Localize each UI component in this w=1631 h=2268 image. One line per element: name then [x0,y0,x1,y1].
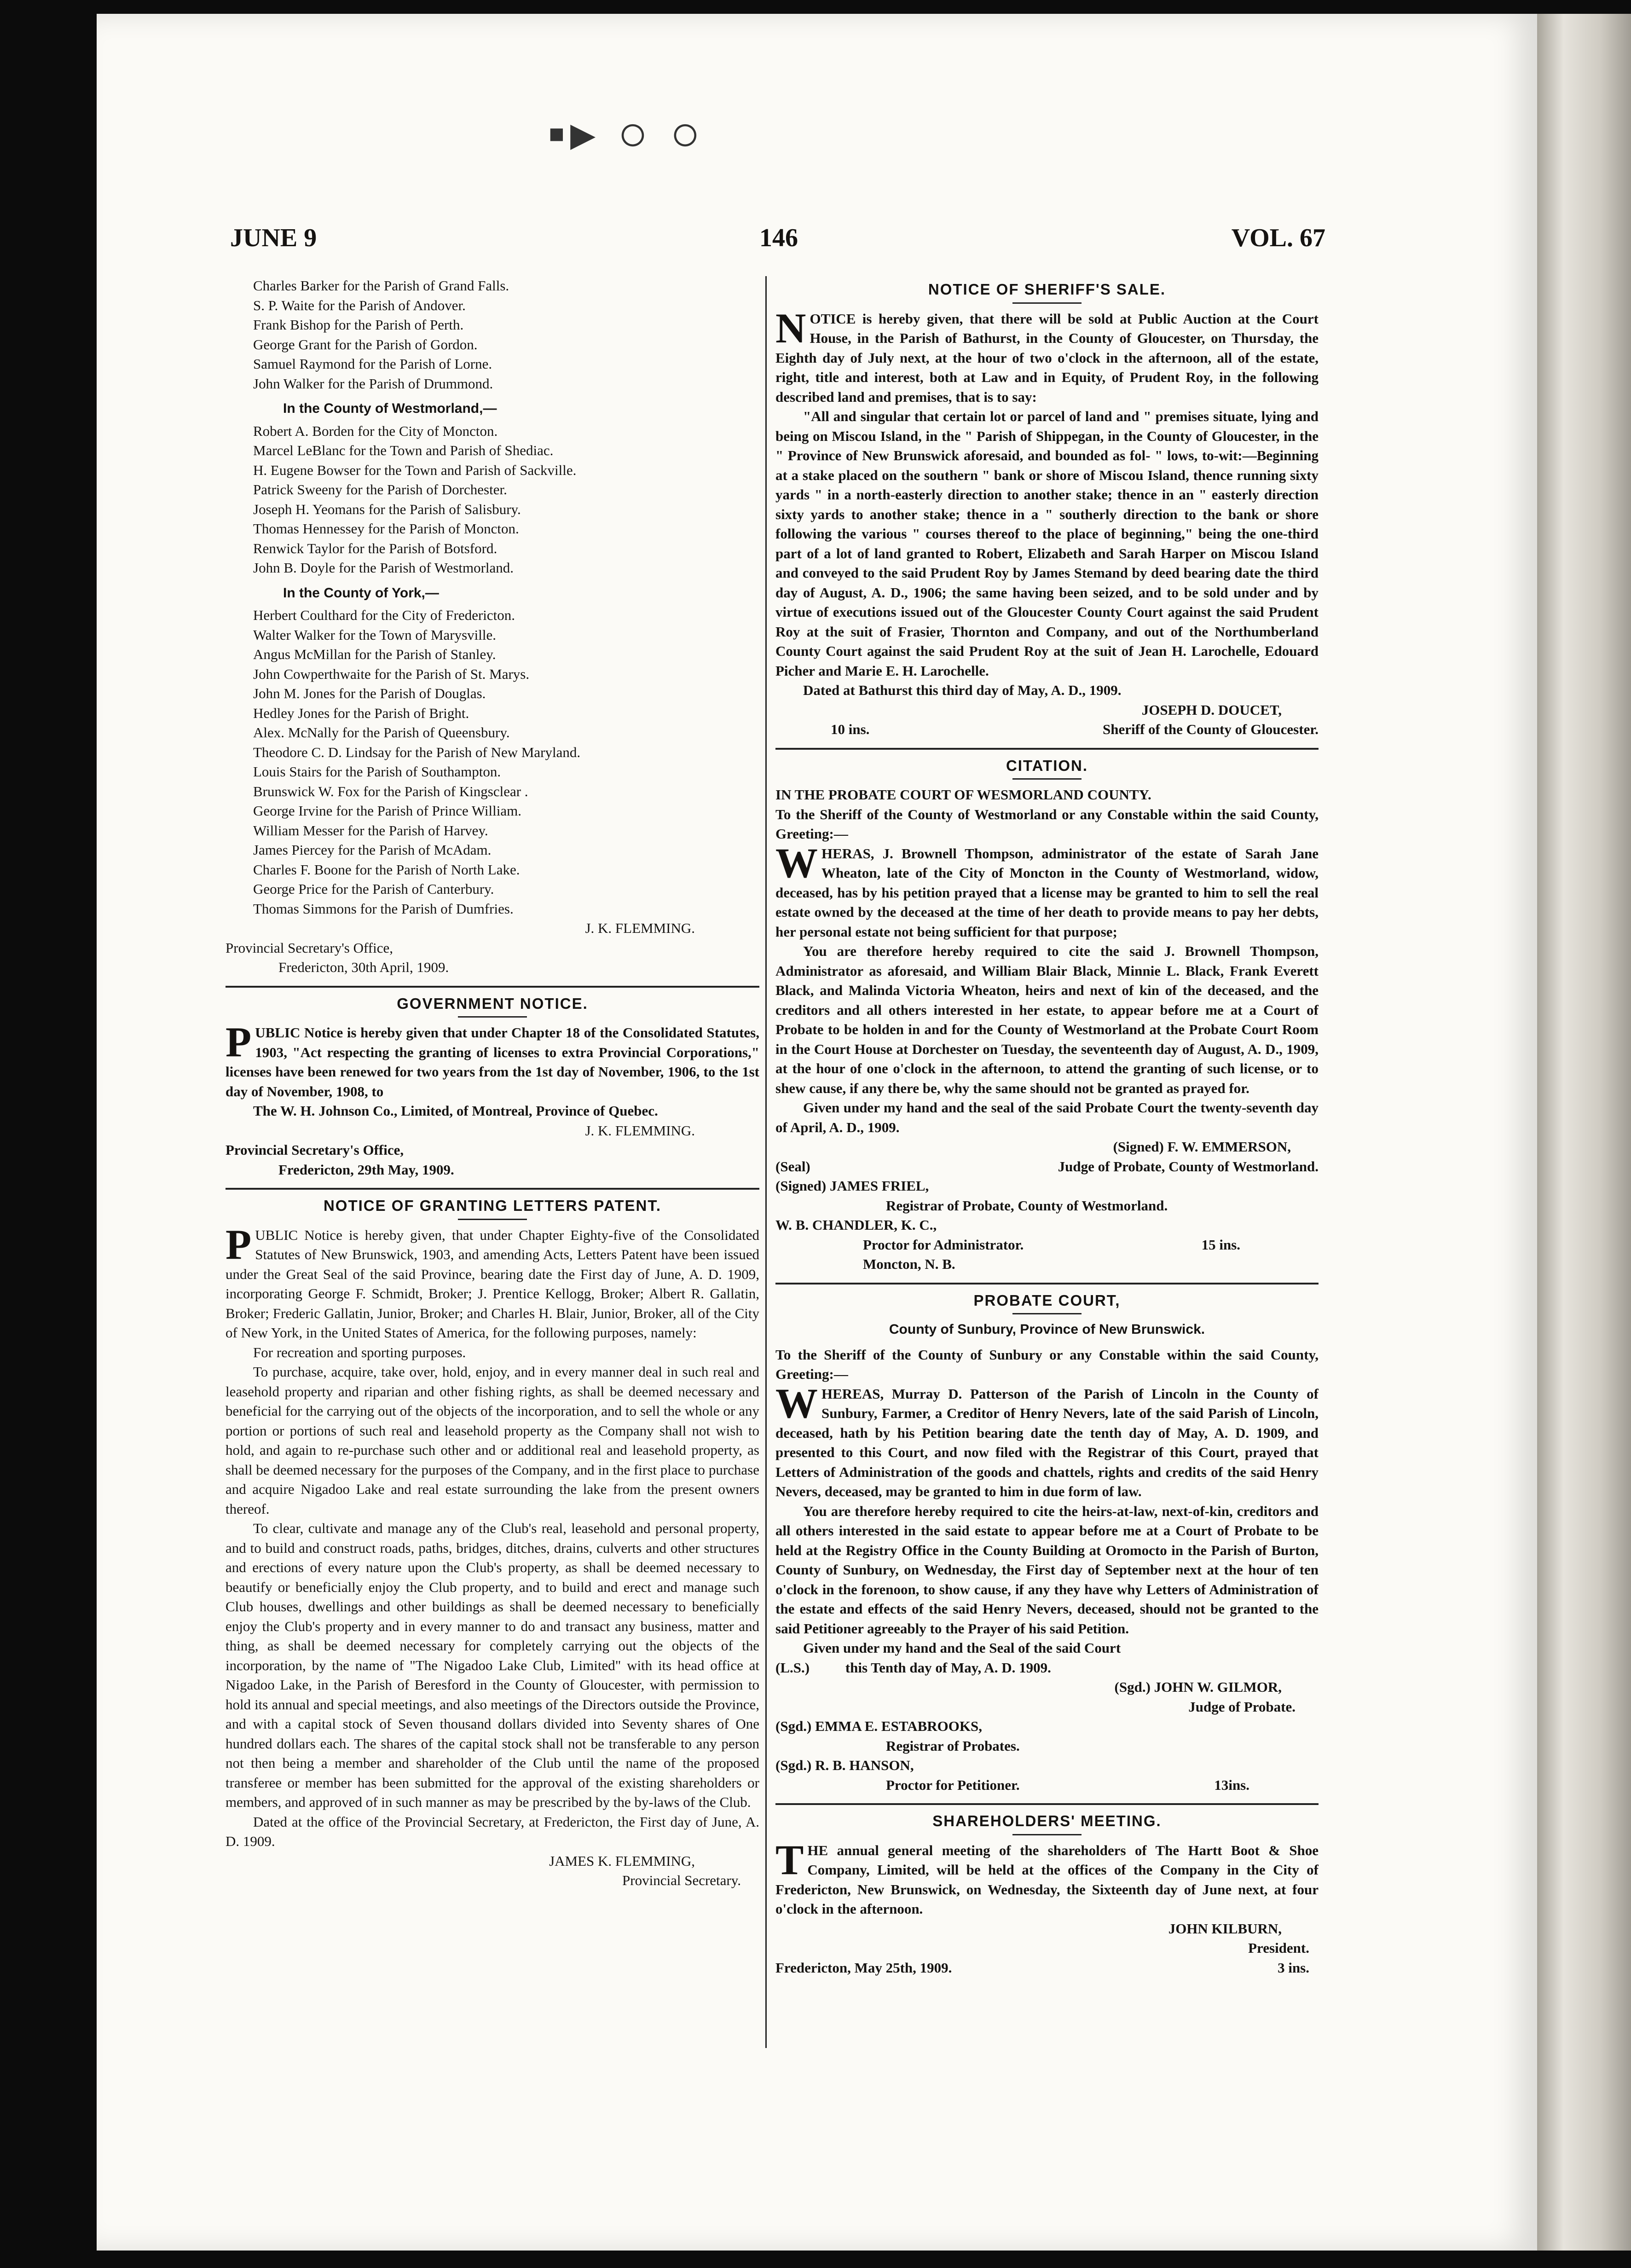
government-notice-body: PUBLIC Notice is hereby given that under Chapter 18 of the Consolidated Statutes, 1903, "Act respecting the granting of licenses to extra Provincial Corporations," licenses have been renewed for two years from the 1st day of November, 1906, to the 1st day of November, 1908, to [226,1018,759,1099]
appointment-item: Renwick Taylor for the Parish of Botsford. [253,540,497,556]
citation-p3: Given under my hand and the seal of the said Probate Court the twenty-seventh day of April, A. D., 1909. [775,1099,1319,1135]
letters-patent-signature: JAMES K. FLEMMING, [549,1852,695,1869]
drop-cap: N [775,304,806,352]
government-notice-office: Provincial Secretary's Office, [226,1142,404,1158]
drop-cap: P [226,1221,252,1268]
header-date: JUNE 9 [230,224,317,252]
letters-patent-role: Provincial Secretary. [622,1872,741,1888]
drop-cap: W [775,839,818,886]
probate-court-judge: Judge of Probate. [1188,1698,1296,1715]
appointment-item: Angus McMillan for the Parish of Stanley. [253,646,496,662]
appointment-item: George Price for the Parish of Canterbury. [253,881,494,897]
right-column [775,276,1319,1978]
letters-patent-p5: Dated at the office of the Provincial Secretary, at Fredericton, the First day of June, A. D. 1909. [226,1813,759,1849]
probate-court-p2: You are therefore hereby required to cite the heirs-at-law, next-of-kin, creditors and all others interested in the said estate to appear before me at a Court of Probate to be held at the Registry Office in the County Building at Oromocto in the Parish of Burton, County of Sunbury, on Wednesday, the First day of September next at the hour of ten o'clock in the forenoon, to show cause, if any they have why Letters of Administration of the estate and effects of the said Henry Nevers, deceased, should not be granted to the said Petitioner agreeably to the Prayer of his said Petition. [775,1503,1319,1637]
citation-title: CITATION. [1006,757,1088,774]
sheriffs-sale-title: NOTICE OF SHERIFF'S SALE. [928,281,1166,298]
appointment-item: Theodore C. D. Lindsay for the Parish of New Maryland. [253,744,581,760]
section-rule [775,748,1319,750]
shareholders-ins: 3 ins. [1278,1959,1309,1976]
government-notice-body2: The W. H. Johnson Co., Limited, of Montreal, Province of Quebec. [253,1103,658,1119]
title-rule [458,1219,527,1220]
probate-court-p3: Given under my hand and the Seal of the said Court [803,1640,1121,1656]
appointment-item: Alex. McNally for the Parish of Queensbury. [253,724,510,741]
citation-registrar: Registrar of Probate, County of Westmorland. [886,1197,1168,1214]
citation-signed1: (Signed) F. W. EMMERSON, [1113,1139,1291,1155]
appointments-list [226,276,759,393]
probate-court-ls: (L.S.) [775,1659,810,1676]
section-rule [775,1803,1319,1805]
citation-chandler: W. B. CHANDLER, K. C., [775,1217,937,1233]
drop-cap: P [226,1018,252,1065]
appointment-item: Thomas Hennessey for the Parish of Moncton. [253,521,519,537]
title-rule [1012,1834,1082,1835]
citation-place: Moncton, N. B. [863,1256,955,1272]
letters-patent-p1: PUBLIC Notice is hereby given, that under Chapter Eighty-five of the Consolidated Statutes of New Brunswick, 1903, and amending Acts, Letters Patent have been issued under the Great Seal of the said Province, bearing date the First day of June, A. D. 1909, incorporating George F. Schmidt, Broker; J. Prentice Kellogg, Broker; Albert R. Gallatin, Broker; Frederic Gallatin, Junior, Broker; and Charles H. Blair, Junior, Broker, all of the City of New York, in the United States of America, for the following purposes, namely: [226,1221,759,1341]
section-rule [775,1283,1319,1284]
citation-proctor-row [775,1235,1319,1255]
probate-court-subtitle: County of Sunbury, Province of New Brunswick. [889,1322,1205,1337]
appointment-item: Marcel LeBlanc for the Town and Parish of Shediac. [253,442,554,458]
page-header [230,223,1325,265]
york-signature: J. K. FLEMMING. [585,920,695,936]
appointment-item: Samuel Raymond for the Parish of Lorne. [253,356,492,372]
york-date: Fredericton, 30th April, 1909. [278,959,449,975]
page-edge [1537,14,1631,2251]
title-rule [1012,302,1082,304]
probate-court-signed2: (Sgd.) EMMA E. ESTABROOKS, [775,1718,983,1734]
appointment-item: Thomas Simmons for the Parish of Dumfries. [253,900,514,917]
appointment-item: John M. Jones for the Parish of Douglas. [253,685,486,701]
probate-court-proctor: Proctor for Petitioner. [886,1776,1020,1793]
probate-court-ins: 13ins. [1214,1776,1249,1793]
appointment-item: John B. Doyle for the Parish of Westmorland. [253,560,514,576]
probate-court-proctor-row [775,1776,1319,1795]
letters-patent-p4: To clear, cultivate and manage any of the Club's real, leasehold and personal property, and to build and construct roads, paths, bridges, ditches, drains, culverts and other structures and erections of every nature upon the Club's property, as shall be deemed necessary to beautify or beneficially enjoy the Club property, and to build and erect and manage such Club houses, dwellings and other buildings as shall be deemed necessary to beneficially enjoy the Club's property and in every manner to do and transact any business, matter and thing, as shall be deemed necessary for completely carrying out the objects of the incorporation, by the name of "The Nigadoo Lake Club, Limited" with its head office at Nigadoo Lake, in the Parish of Beresford in the County of Gloucester, with permission to hold its annual and special meetings, and also meetings of the Directors outside the Province, and with a capital stock of Seven thousand dollars divided into Seventy shares of One hundred dollars each. The shares of the capital stock shall not be transferable to any person not then being a member and shareholder of the Club until the name of the proposed transferee or member has been submitted for the approval of the existing shareholders or members, and approved of in such manner as may be prescribed by the by-laws of the Club. [226,1520,759,1810]
appointment-item: Herbert Coulthard for the City of Fredericton. [253,607,515,623]
citation-to: To the Sheriff of the County of Westmorland or any Constable within the said County, Greeting:— [775,806,1319,842]
title-rule [1012,778,1082,780]
appointment-item: Brunswick W. Fox for the Parish of Kingsclear . [253,783,528,799]
appointment-item: Joseph H. Yeomans for the Parish of Salisbury. [253,501,521,517]
section-rule [226,986,759,988]
title-rule [1012,1313,1082,1314]
sheriffs-sale-p3: Dated at Bathurst this third day of May, A. D., 1909. [803,682,1122,698]
appointment-item: Charles F. Boone for the Parish of North Lake. [253,861,520,878]
citation-ins: 15 ins. [1201,1236,1240,1253]
letters-patent-title: NOTICE OF GRANTING LETTERS PATENT. [323,1197,662,1214]
shareholders-title: SHAREHOLDERS' MEETING. [932,1812,1162,1829]
letters-patent-p3: To purchase, acquire, take over, hold, enjoy, and in every manner deal in such real and leasehold property and riparian and other fishing rights, as shall be deemed necessary and beneficial for the carrying out of the objects of the incorporation, and to sell the whole or any portion or portions of such real and leasehold property as the Company shall not wish to hold, and again to re-purchase such other and or additional real and leasehold property, as shall be deemed necessary for the purposes of the Company, and in the first place to purchase and acquire Nigadoo Lake and real estate surrounding the lake from the present owners thereof. [226,1364,759,1517]
appointment-item: James Piercey for the Parish of McAdam. [253,842,492,858]
sheriffs-sale-p2: "All and singular that certain lot or parcel of land and " premises situate, lying and being on Miscou Island, in the " Parish of Shippegan, in the County of Gloucester, in the " Province of New Brunswick aforesaid, and bounded as fol- " lows, to-wit:—Beginning at a stake placed on the southern " bank or shore of Miscou Island, thence running sixty yards " in a north-easterly direction to another stake; thence in an " easterly direction sixty yards to another stake; thence in a " southerly direction to the bank or shore following the various " courses thereof to the place of beginning," being the one-third part of a lot of land granted to Robert, Elizabeth and Sarah Harper on Miscou Island and conveyed to the said Prudent Roy by James Stemand by deed bearing date the third day of August, A. D., 1906; the same having been seized, and to be sold under and by virtue of executions issued out of the Gloucester County Court against the said Prudent Roy at the suit of Frasier, Thornton and Company, and out of the Northumberland County Court against the said Prudent Roy at the suit of Jean H. Larochelle, Edouard Picher and Marie E. H. Larochelle. [775,408,1319,679]
sheriffs-sale-role: Sheriff of the County of Gloucester. [1103,721,1319,737]
government-notice-title: GOVERNMENT NOTICE. [397,995,588,1012]
probate-court-to: To the Sheriff of the County of Sunbury or any Constable within the said County, Greeting:— [775,1346,1319,1382]
appointment-item: Frank Bishop for the Parish of Perth. [253,317,464,333]
probate-court-registrar: Registrar of Probates. [886,1737,1020,1754]
probate-court-p1: WHEREAS, Murray D. Patterson of the Parish of Lincoln in the County of Sunbury, Farmer, a Creditor of Henry Nevers, late of the said Parish of Lincoln, deceased, hath by his Petition bearing date the tenth day of May, A. D. 1909, and presented to this Court, and now filed with the Registrar of this Court, prayed that Letters of Administration of the goods and chattels, rights and credits of the said Henry Nevers, deceased, may be granted to him in due form of law. [775,1379,1319,1499]
letters-patent-p2: For recreation and sporting purposes. [253,1344,466,1360]
sheriffs-sale-signature: JOSEPH D. DOUCET, [1141,701,1282,718]
appointment-item: Charles Barker for the Parish of Grand Falls. [253,278,509,294]
appointment-item: S. P. Waite for the Parish of Andover. [253,297,466,313]
shareholders-signature: JOHN KILBURN, [1168,1920,1282,1937]
appointment-item: Hedley Jones for the Parish of Bright. [253,705,469,721]
drop-cap: W [775,1379,818,1427]
appointment-item: Walter Walker for the Town of Marysville. [253,626,497,643]
citation-proctor: Proctor for Administrator. [863,1236,1024,1253]
appointment-item: George Irvine for the Parish of Prince William. [253,803,522,819]
drop-cap: T [775,1836,804,1883]
york-list [226,606,759,919]
sheriffs-sale-ins: 10 ins. [831,721,870,737]
appointment-item: Robert A. Borden for the City of Moncton. [253,422,498,439]
shareholders-role: President. [1248,1940,1309,1956]
probate-court-title: PROBATE COURT, [973,1291,1121,1309]
column-divider [765,276,767,2048]
citation-judge-row [775,1157,1319,1177]
binding-holes: ▪▸ ○ ○ [548,105,706,162]
westmorland-heading: In the County of Westmorland,— [283,401,497,416]
sheriffs-sale-p1: NOTICE is hereby given, that there will be sold at Public Auction at the Court House, in the Parish of Bathurst, in the County of Gloucester, on Thursday, the Eighth day of July next, at the hour of two o'clock in the afternoon, all of the estate, right, title and interest, both at Law and in Equity, of Prudent Roy, in the following described land and premises, that is to say: [775,304,1319,405]
government-notice-signature: J. K. FLEMMING. [585,1122,695,1139]
citation-court: IN THE PROBATE COURT OF WESMORLAND COUNTY. [775,787,1151,803]
york-office: Provincial Secretary's Office, [226,939,393,956]
probate-court-signed3: (Sgd.) R. B. HANSON, [775,1757,914,1773]
citation-signed2: (Signed) JAMES FRIEL, [775,1178,929,1194]
probate-court-p3b: this Tenth day of May, A. D. 1909. [845,1659,1051,1676]
shareholders-p1: THE annual general meeting of the shareholders of The Hartt Boot & Shoe Company, Limited, will be held at the offices of the Company in the City of Fredericton, New Brunswick, on Wednesday, the Sixteenth day of June next, at four o'clock in the afternoon. [775,1836,1319,1917]
appointment-item: George Grant for the Parish of Gordon. [253,336,478,353]
appointment-item: H. Eugene Bowser for the Town and Parish of Sackville. [253,462,577,478]
section-rule [226,1188,759,1190]
appointment-item: Patrick Sweeny for the Parish of Dorchester. [253,481,507,498]
page-number: 146 [759,224,798,252]
shareholders-footer [775,1958,1319,1978]
citation-judge: Judge of Probate, County of Westmorland. [1058,1158,1319,1174]
citation-seal: (Seal) [775,1158,810,1174]
westmorland-list [226,422,759,578]
volume-number: VOL. 67 [1231,224,1325,252]
sheriffs-sale-footer [775,720,1319,740]
appointment-item: John Cowperthwaite for the Parish of St. Marys. [253,665,530,682]
government-notice-date: Fredericton, 29th May, 1909. [278,1161,454,1178]
title-rule [458,1016,527,1018]
probate-court-signed1: (Sgd.) JOHN W. GILMOR, [1114,1679,1282,1695]
citation-p1: WHERAS, J. Brownell Thompson, administrator of the estate of Sarah Jane Wheaton, late of the City of Moncton in the County of Westmorland, widow, deceased, has by his petition prayed that a license may be granted to him to sell the real estate owned by the deceased at the time of her death to provide means to pay her debts, her personal estate not being sufficient for that purpose; [775,839,1319,940]
probate-court-ls-row [775,1658,1319,1678]
appointment-item: John Walker for the Parish of Drummond. [253,375,493,392]
citation-p2: You are therefore hereby required to cite the said J. Brownell Thompson, Administrator as aforesaid, and William Blair Black, Minnie L. Black, Frank Everett Black, and Malinda Victoria Wheaton, heirs and next of kin of the deceased, and the creditors and all others interested in her estate, to appear before me at a Court of Probate to be holden in and for the County of Westmorland at the Probate Court Room in the Court House at Dorchester on Tuesday, the seventeenth day of August, A. D., 1909, at the hour of one o'clock in the afternoon, to attend the granting of such license, or to shew cause, if any there be, why the same should not be granted as prayed for. [775,943,1319,1096]
left-column [226,276,759,1891]
shareholders-place: Fredericton, May 25th, 1909. [775,1959,952,1976]
appointment-item: Louis Stairs for the Parish of Southampton. [253,764,501,780]
appointment-item: William Messer for the Parish of Harvey. [253,822,488,839]
york-heading: In the County of York,— [283,585,439,601]
